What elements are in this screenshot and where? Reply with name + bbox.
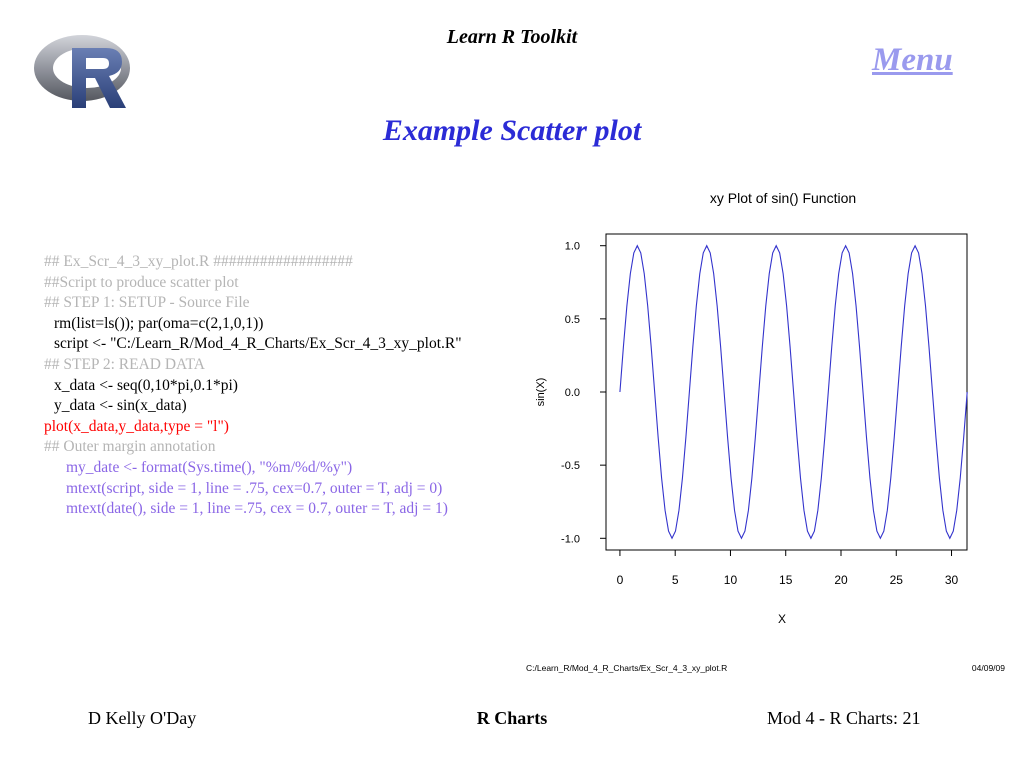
script-path-annotation: C:/Learn_R/Mod_4_R_Charts/Ex_Scr_4_3_xy_plot.R (526, 663, 728, 673)
x-tick-label: 10 (723, 573, 738, 587)
x-tick-label: 15 (779, 573, 793, 587)
code-line: plot(x_data,y_data,type = "l") (44, 417, 229, 435)
code-line: mtext(script, side = 1, line = .75, cex=0.7, outer = T, adj = 0) (66, 479, 443, 497)
code-line: ##Script to produce scatter plot (44, 273, 239, 291)
y-tick-label: 0.5 (564, 313, 580, 326)
x-tick-label: 0 (616, 573, 624, 587)
footer-page: Mod 4 - R Charts: 21 (767, 708, 921, 728)
code-line: ## STEP 2: READ DATA (44, 355, 205, 373)
slide-title: Example Scatter plot (382, 114, 642, 147)
date-annotation: 04/09/09 (971, 663, 1005, 673)
footer-section: R Charts (476, 708, 548, 728)
code-line: ## Ex_Scr_4_3_xy_plot.R ################## (44, 253, 353, 270)
x-tick-label: 5 (671, 573, 679, 587)
y-tick-label: 1.0 (564, 240, 580, 253)
r-logo (30, 26, 140, 123)
code-line: y_data <- sin(x_data) (54, 397, 187, 415)
x-tick-label: 30 (944, 573, 959, 587)
code-line: mtext(date(), side = 1, line =.75, cex = 0.7, outer = T, adj = 1) (66, 500, 448, 518)
footer-author: D Kelly O'Day (88, 708, 197, 728)
code-line: my_date <- format(Sys.time(), "%m/%d/%y") (66, 458, 353, 476)
code-line: rm(list=ls()); par(oma=c(2,1,0,1)) (54, 314, 264, 332)
code-listing (44, 252, 462, 520)
plot-frame (606, 234, 967, 550)
y-tick-label: -0.5 (561, 460, 580, 473)
code-line: ## STEP 1: SETUP - Source File (44, 294, 250, 312)
y-axis-label: sin(X) (535, 377, 547, 407)
sin-series-line (620, 246, 967, 539)
x-tick-label: 25 (889, 573, 903, 587)
x-axis-label: X (777, 612, 787, 626)
code-line: x_data <- seq(0,10*pi,0.1*pi) (54, 376, 238, 394)
y-tick-label: 0.0 (564, 387, 580, 399)
code-line: script <- "C:/Learn_R/Mod_4_R_Charts/Ex_Scr_4_3_xy_plot.R" (54, 335, 462, 353)
toolkit-title: Learn R Toolkit (446, 26, 578, 48)
scatter-chart (520, 180, 1020, 685)
x-tick-label: 20 (834, 573, 848, 587)
menu-link[interactable]: Menu (872, 42, 953, 78)
chart-title: xy Plot of sin() Function (709, 190, 857, 206)
y-tick-label: -1.0 (561, 533, 580, 546)
code-line: ## Outer margin annotation (44, 438, 216, 456)
